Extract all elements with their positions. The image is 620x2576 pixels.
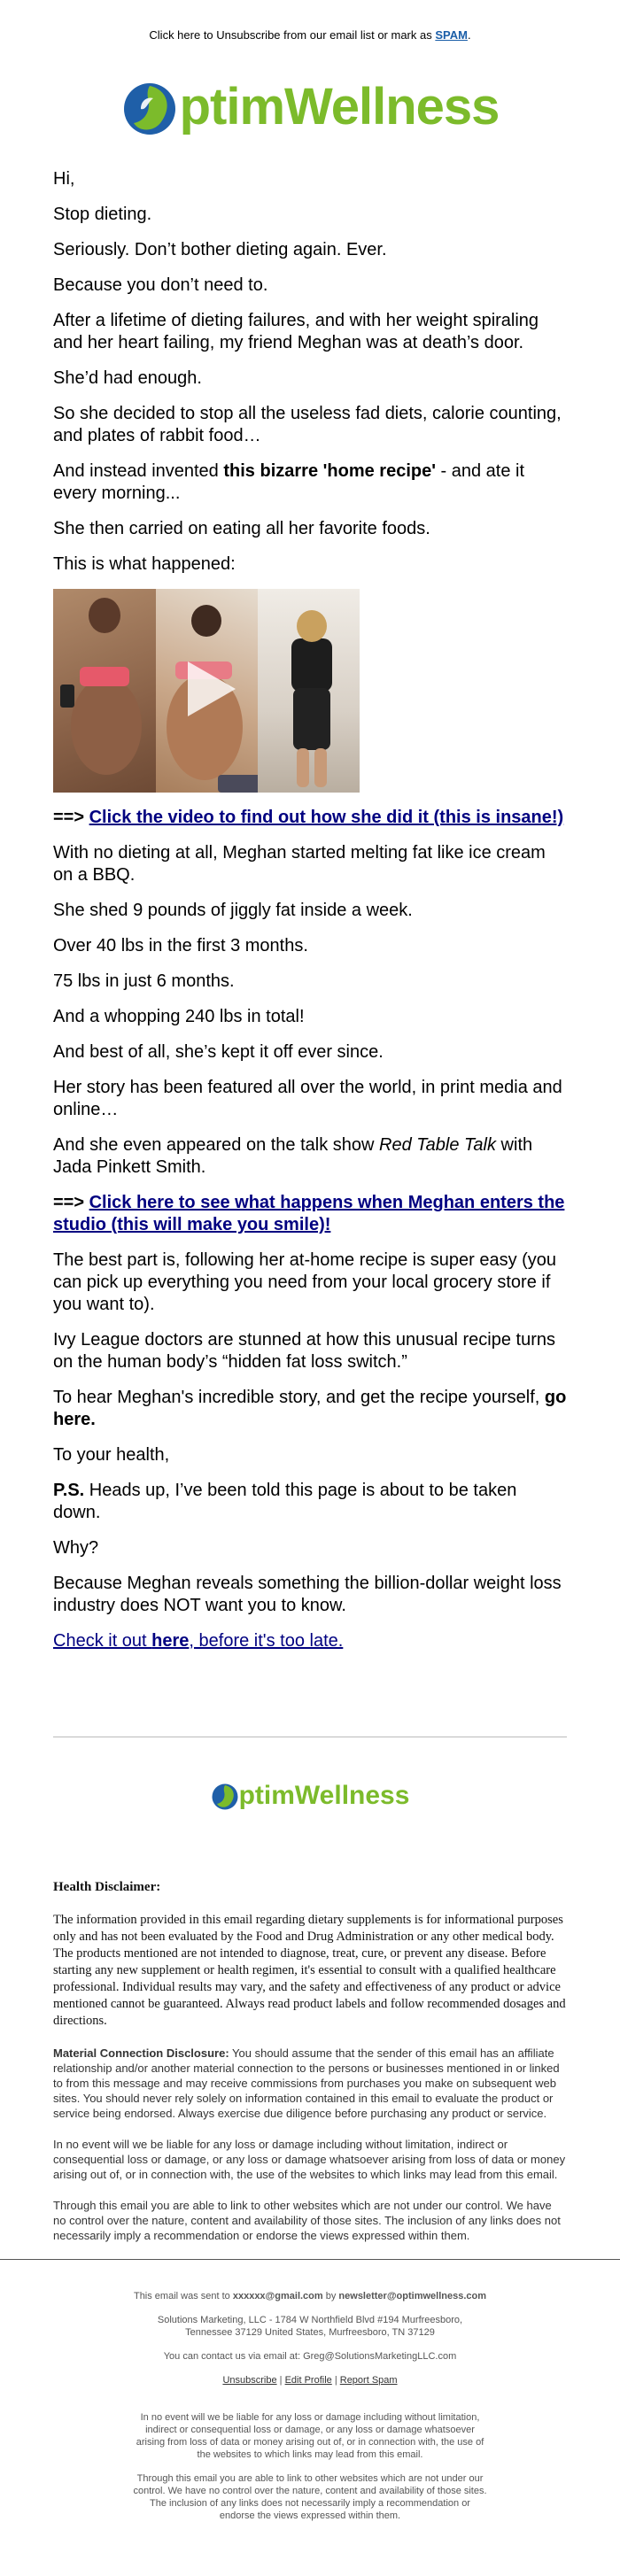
paragraph: Because Meghan reveals something the billion-dollar weight loss industry does NOT want you to know.: [53, 1574, 562, 1615]
footer-links-note: Through this email you are able to link to other websites which are not under our control. We have no control over the nature, content and availability of those sites. The inclusion of any links does not necessarily imply a recommendation or endorse the views expressed within them.: [133, 2473, 487, 2521]
paragraph: The best part is, following her at-home recipe is super easy (you can pick up everything you need from your local grocery store if you want to).: [53, 1250, 557, 1314]
photo-panel-after: [258, 589, 360, 793]
footer-divider: [0, 2259, 620, 2260]
paragraph: Seriously. Don’t bother dieting again. Ever.: [53, 240, 387, 259]
sent-to: This email was sent to xxxxxx@gmail.com by newsletter@optimwellness.com: [133, 2291, 487, 2301]
paragraph: Because you don’t need to.: [53, 275, 268, 295]
paragraph: [53, 1134, 567, 1179]
footer: [0, 2290, 620, 2522]
paragraph: Stop dieting.: [53, 205, 152, 224]
material-disclosure: Material Connection Disclosure: You should assume that the sender of this email has an affiliate relationship and/or another material connection to the persons or businesses mentioned in or linked to from this message and may receive commissions from purchases you make on subsequent web sites. You should never rely solely on information contained in this email to evaluate the product or service being endorsed. Always exercise due diligence before purchasing any product or service.: [53, 2046, 560, 2120]
studio-link[interactable]: Click here to see what happens when Meghan enters the studio (this will make you smile)!: [53, 1193, 565, 1234]
show-title: Red Table Talk: [379, 1135, 496, 1155]
report-spam-link[interactable]: Report Spam: [339, 2375, 398, 2386]
text: with Jada Pinkett Smith.: [53, 1135, 533, 1177]
paragraph: She shed 9 pounds of jiggly fat inside a week.: [53, 901, 413, 920]
contact-line: You can contact us via email at: Greg@SolutionsMarketingLLC.com: [163, 2351, 457, 2362]
logo-text: ptimWellness: [179, 78, 500, 135]
company-address: Solutions Marketing, LLC - 1784 W Northfield Blvd #194 Murfreesboro, Tennessee 37129 United States, Murfreesboro, TN 37129: [157, 2315, 463, 2338]
health-disclaimer: [0, 1879, 620, 2243]
unsubscribe-link[interactable]: Unsubscribe: [222, 2375, 277, 2386]
paragraph: To your health,: [53, 1445, 170, 1465]
photo-panel-before: [53, 589, 156, 793]
paragraph: So she decided to stop all the useless fad diets, calorie counting, and plates of rabbit food…: [53, 404, 562, 445]
paragraph: [53, 1387, 567, 1431]
links-paragraph: Through this email you are able to link to other websites which are not under our control. We have no control over the nature, content and availability of those sites. The inclusion of any links does not necessarily imply a recommendation or endorse the views expressed within them.: [53, 2199, 561, 2242]
play-icon[interactable]: [184, 660, 237, 718]
paragraph: 75 lbs in just 6 months.: [53, 971, 235, 991]
unsubscribe-suffix: .: [467, 28, 471, 42]
email-body: [0, 168, 620, 1652]
unsubscribe-notice: [0, 0, 620, 50]
before-after-video-thumbnail[interactable]: [53, 589, 360, 793]
cta-studio: [53, 1192, 567, 1236]
disclaimer-title: Health Disclaimer:: [53, 1880, 161, 1894]
text: To hear Meghan's incredible story, and get the recipe yourself,: [53, 1388, 545, 1407]
paragraph: She’d had enough.: [53, 368, 202, 388]
footer-links: Unsubscribe | Edit Profile | Report Spam: [222, 2375, 398, 2386]
paragraph: After a lifetime of dieting failures, and with her weight spiraling and her heart failing, my friend Meghan was at death’s door.: [53, 311, 539, 352]
paragraph: This is what happened:: [53, 554, 236, 574]
paragraph: Her story has been featured all over the world, in print media and online…: [53, 1078, 562, 1119]
brand-logo[interactable]: [0, 67, 620, 147]
paragraph: Ivy League doctors are stunned at how this unusual recipe turns on the human body’s “hidden fat loss switch.”: [53, 1330, 556, 1372]
paragraph: With no dieting at all, Meghan started melting fat like ice cream on a BBQ.: [53, 843, 546, 885]
text: And she even appeared on the talk show: [53, 1135, 380, 1155]
edit-profile-link[interactable]: Edit Profile: [284, 2375, 332, 2386]
logo-leaf-icon: [121, 77, 178, 137]
paragraph: She then carried on eating all her favorite foods.: [53, 519, 430, 538]
go-here-link[interactable]: go here.: [53, 1388, 567, 1429]
spam-link[interactable]: SPAM: [435, 28, 468, 42]
paragraph: Over 40 lbs in the first 3 months.: [53, 936, 308, 955]
bold-text: this bizarre 'home recipe': [223, 461, 436, 481]
video-link[interactable]: Click the video to find out how she did it (this is insane!): [89, 808, 564, 827]
text: Heads up, I’ve been told this page is about to be taken down.: [53, 1481, 517, 1522]
greeting: Hi,: [53, 169, 75, 189]
check-it-out-link[interactable]: Check it out here, before it's too late.: [53, 1631, 344, 1651]
text: - and ate it every morning...: [53, 461, 525, 503]
cta-arrow: ==>: [53, 808, 89, 827]
paragraph: Why?: [53, 1538, 99, 1558]
recipient-email: xxxxxx@gmail.com: [232, 2291, 323, 2301]
unsubscribe-text[interactable]: Click here to Unsubscribe from our email list or mark as: [149, 28, 436, 42]
logo-leaf-icon: [211, 1781, 239, 1811]
disclosure-label: Material Connection Disclosure:: [53, 2046, 229, 2060]
paragraph: [53, 1630, 567, 1652]
paragraph: And a whopping 240 lbs in total!: [53, 1007, 305, 1026]
paragraph: And best of all, she’s kept it off ever since.: [53, 1042, 384, 1062]
footer-logo[interactable]: [0, 1769, 620, 1822]
footer-logo-text: ptimWellness: [238, 1781, 410, 1810]
disclaimer-paragraph: The information provided in this email regarding dietary supplements is for informational purposes only and has not been evaluated by the Food and Drug Administration or any other medical body. The products mentioned are not intended to diagnose, treat, cure, or prevent any disease. Before starting any new supplement or health regimen, it's essential to consult with a qualified healthcare professional. Individual results may vary, and the safety and effectiveness of any product or advice mentioned cannot be guaranteed. Always read product labels and follow recommended dosages and directions.: [53, 1913, 566, 2028]
paragraph: [53, 460, 567, 505]
liability-paragraph: In no event will we be liable for any loss or damage including without limitation, indirect or consequential loss or damage, or any loss or damage whatsoever arising from loss of data or money arising out of, or in connection with, the use of the websites to which links may lead from this email.: [53, 2138, 566, 2181]
cta-video: [53, 807, 567, 829]
text: And instead invented: [53, 461, 224, 481]
footer-liability: In no event will we be liable for any loss or damage including without limitation, indirect or consequential loss or damage, or any loss or damage whatsoever arising from loss of data or money arising out of, or in connection with, the use of the websites to which links may lead from this email.: [136, 2412, 484, 2460]
cta-arrow: ==>: [53, 1193, 89, 1212]
sender-email: newsletter@optimwellness.com: [338, 2291, 487, 2301]
ps-label: P.S.: [53, 1481, 85, 1500]
paragraph: [53, 1480, 567, 1524]
